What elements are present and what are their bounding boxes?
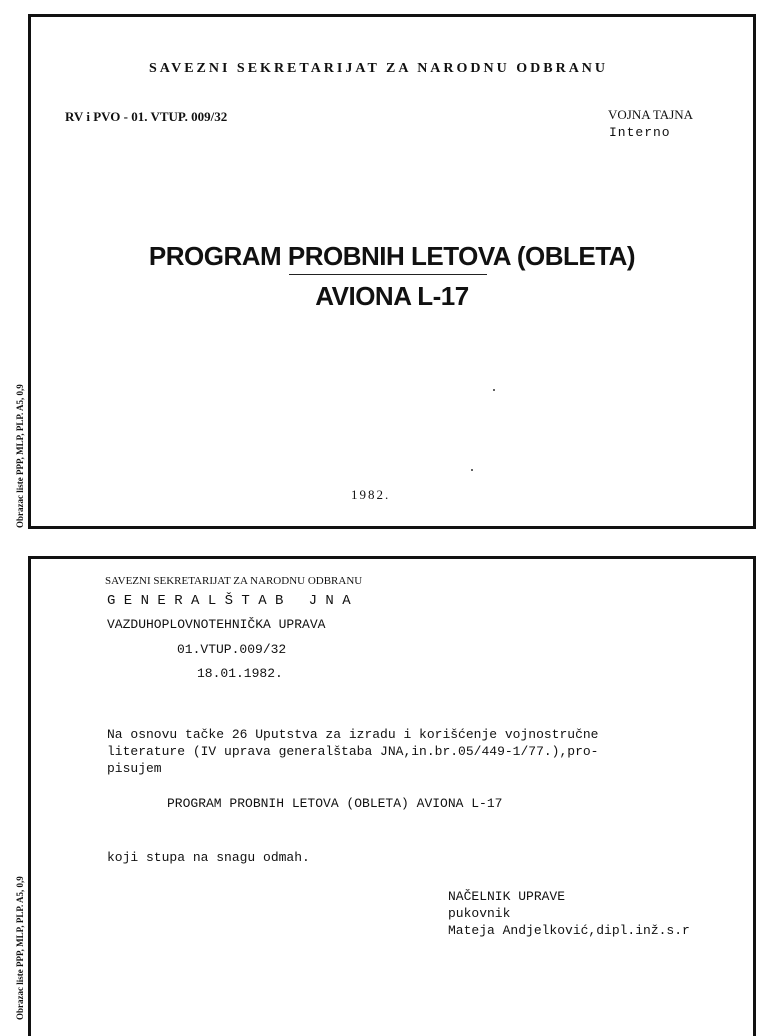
order-program-title: PROGRAM PROBNIH LETOVA (OBLETA) AVIONA L-17: [167, 796, 503, 811]
order-date: 18.01.1982.: [197, 666, 283, 681]
cover-ministry: SAVEZNI SEKRETARIJAT ZA NARODNU ODBRANU: [149, 61, 609, 76]
cover-document-code: RV i PVO - 01. VTUP. 009/32: [65, 109, 228, 124]
cover-title-line2: AVIONA L-17: [315, 281, 469, 311]
order-effect: koji stupa na snagu odmah.: [107, 850, 310, 865]
order-body: Na osnovu tačke 26 Uputstva za izradu i korišćenje vojnostručne literature (IV uprava generalštaba JNA,in.br.05/449-1/77.),pro- pisujem: [107, 727, 599, 776]
cover-classification: VOJNA TAJNA: [608, 107, 694, 122]
scan-speck: [493, 389, 495, 391]
signatory-name: Mateja Andjelković,dipl.inž.s.r: [448, 923, 690, 938]
margin-label-top: Obrazac liste PPP, MLP, PLP. A5, 0,9: [15, 384, 25, 528]
order-directorate: VAZDUHOPLOVNOTEHNIČKA UPRAVA: [107, 617, 326, 632]
order-general-staff: G E N E R A L Š T A B J N A: [107, 593, 351, 609]
cover-title-line1: PROGRAM PROBNIH LETOVA (OBLETA): [148, 241, 636, 271]
signatory-rank: pukovnik: [448, 906, 511, 921]
order-number: 01.VTUP.009/32: [177, 642, 287, 657]
cover-classification-sub: Interno: [609, 125, 671, 140]
cover-year: 1982.: [351, 487, 391, 502]
scan-speck: [471, 469, 473, 471]
order-page: [28, 556, 756, 1036]
title-underline: [289, 274, 487, 275]
order-ministry: SAVEZNI SEKRETARIJAT ZA NARODNU ODBRANU: [105, 575, 363, 587]
cover-page: [28, 14, 756, 529]
signatory-title: NAČELNIK UPRAVE: [448, 889, 566, 904]
margin-label-bottom: Obrazac liste PPP, MLP, PLP. A5, 0,9: [15, 876, 25, 1020]
